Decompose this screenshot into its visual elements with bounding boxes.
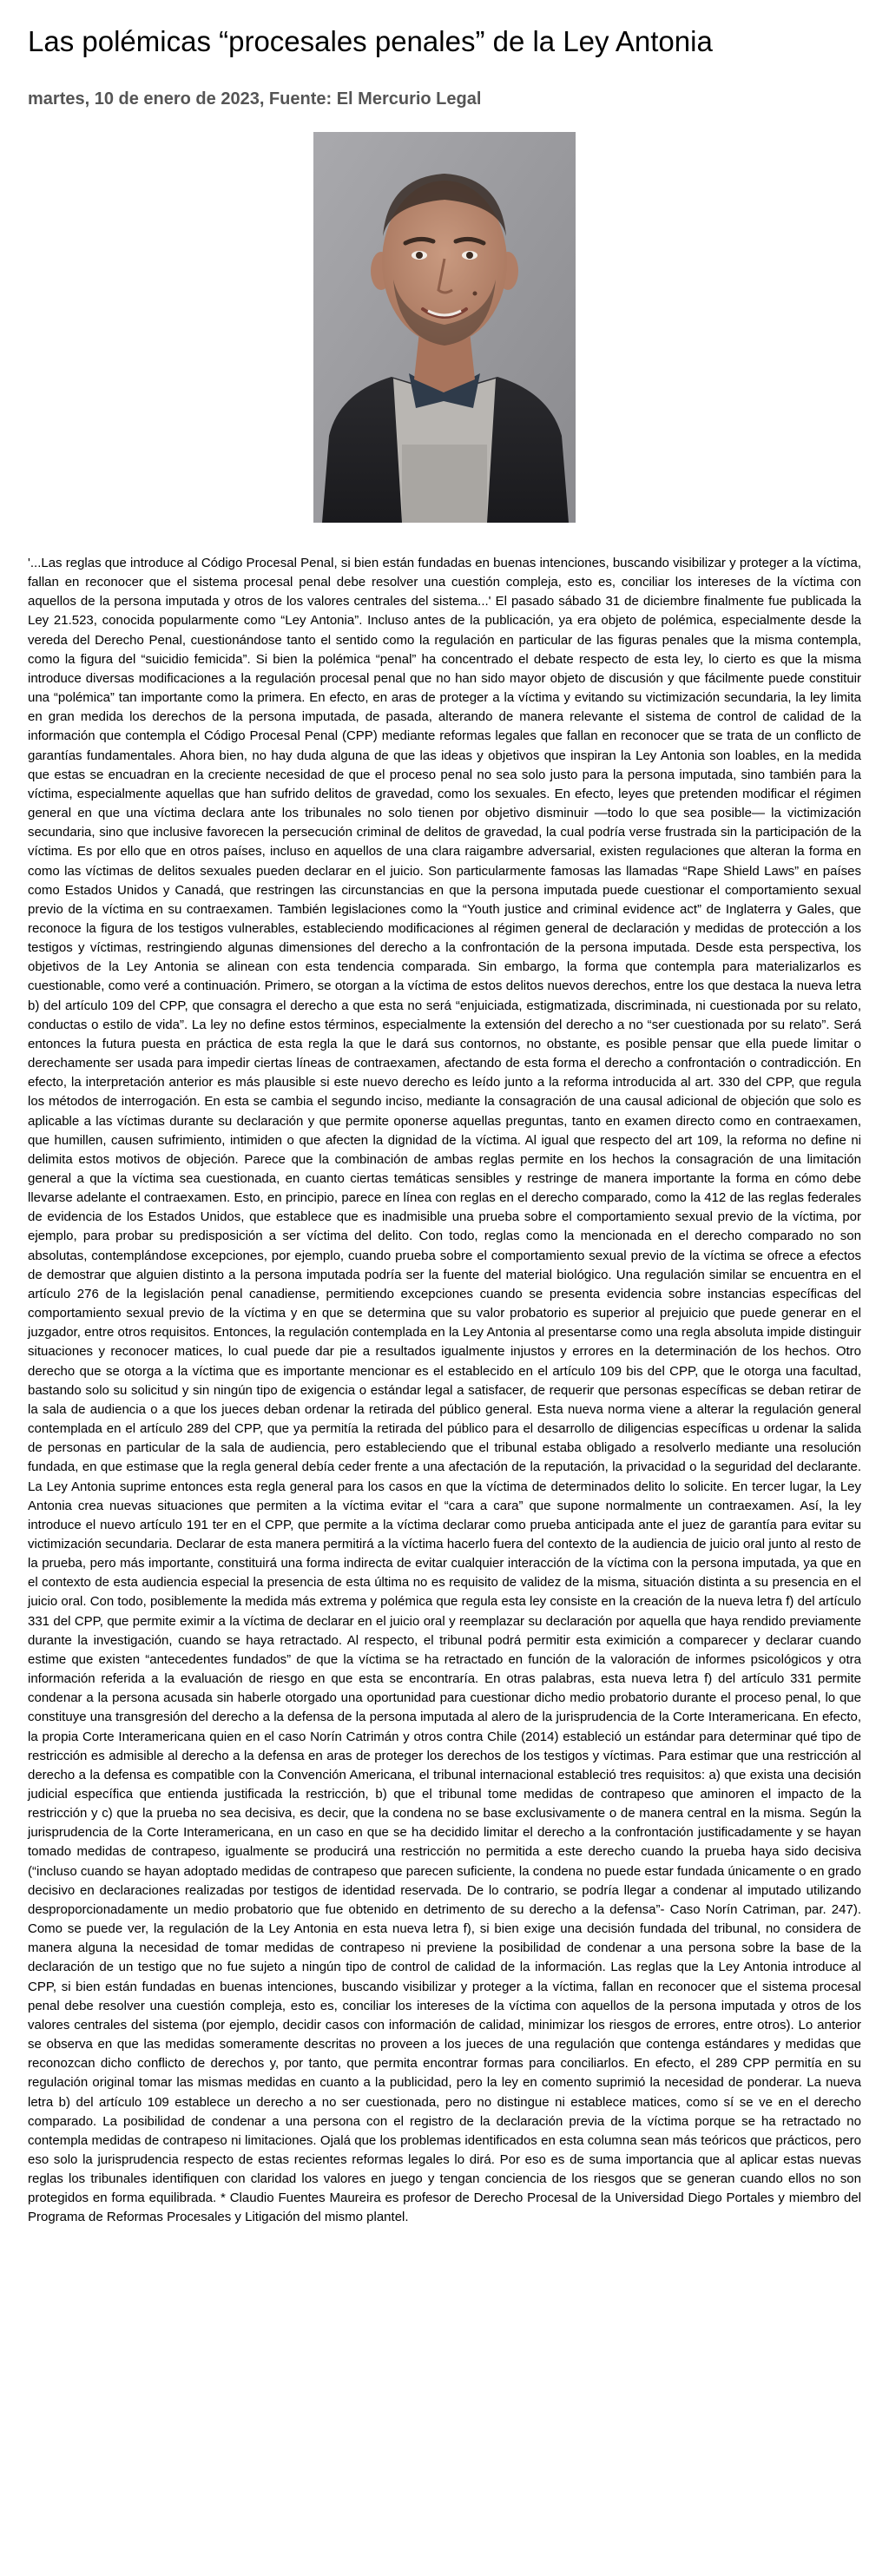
author-portrait-photo (313, 132, 576, 523)
article-title: Las polémicas “procesales penales” de la Ley Antonia (28, 25, 713, 57)
article-meta: martes, 10 de enero de 2023, Fuente: El Mercurio Legal (28, 89, 482, 109)
article-container (28, 0, 861, 2228)
photo-container (28, 132, 861, 523)
article-body: '...Las reglas que introduce al Código Procesal Penal, si bien están fundadas en buenas intenciones, buscando visibilizar y proteger a la víctima, fallan en reconocer que el sistema procesal penal debe resolver una cuestión compleja, esto es, conciliar los intereses de la víctima con aquellos de la persona imputada y otros de los valores centrales del sistema...' El pasado sábado 31 de diciembre finalmente fue publicada la Ley 21.523, conocida popularmente como “Ley Antonia”. Incluso antes de la publicación, ya era objeto de polémica, especialmente desde la vereda del Derecho Penal, cuestionándose tanto el sentido como la regulación en particular de las figuras penales que la misma contempla, como la figura del “suicidio femicida”. Si bien la polémica “penal” ha concentrado el debate respecto de esta ley, lo cierto es que la misma introduce diversas modificaciones a la regulación procesal penal que no han sido mayor objeto de discusión y que fácilmente puede constituir una “polémica” tan importante como la primera. En efecto, en aras de proteger a la víctima y evitando su victimización secundaria, la ley limita en gran medida los derechos de la persona imputada, de pasada, alterando de manera relevante el sistema de control de calidad de la información que contempla el Código Procesal Penal (CPP) mediante reformas legales que fallan en reconocer que se trata de un conflicto de garantías fundamentales. Ahora bien, no hay duda alguna de que las ideas y objetivos que inspiran la Ley Antonia son loables, en la medida que estas se encuadran en la creciente necesidad de que el proceso penal no sea solo justo para la persona imputada, sino también para la víctima, especialmente aquellas que han sufrido delitos de gravedad, como los sexuales. En efecto, leyes que pretenden modificar el régimen general en que una víctima declara ante los tribunales no solo tienen por objetivo disminuir —todo lo que sea posible— la victimización secundaria, sino que inclusive favorecen la persecución criminal de delitos de gravedad, la cual podría verse frustrada sin la participación de la víctima. Es por ello que en otros países, incluso en aquellos de una clara raigambre adversarial, existen regulaciones que alteran la forma en como las víctimas de delitos sexuales pueden declarar en el juicio. Son particularmente famosas las llamadas “Rape Shield Laws” en países como Estados Unidos y Canadá, que restringen las circunstancias en que la persona imputada puede cuestionar el comportamiento sexual previo de la víctima en su contraexamen. También legislaciones como la “Youth justice and criminal evidence act” de Inglaterra y Gales, que reconoce la figura de los testigos vulnerables, estableciendo modificaciones al régimen general de declaración y medidas de protección a los testigos y víctimas, restringiendo algunas dimensiones del derecho a la confrontación de la persona imputada. Desde esta perspectiva, los objetivos de la Ley Antonia se alinean con esta tendencia comparada. Sin embargo, la forma que contempla para materializarlos es cuestionable, como veré a continuación. Primero, se otorgan a la víctima de estos delitos nuevos derechos, entre los que destaca la nueva letra b) del artículo 109 del CPP, que consagra el derecho a que esta no será “enjuiciada, estigmatizada, discriminada, ni cuestionada por su relato, conductas o estilo de vida”. La ley no define estos términos, especialmente la extensión del derecho a no “ser cuestionada por su relato”. Será entonces la futura puesta en práctica de esta regla la que le dará sus contornos, no obstante, es posible pensar que ella puede limitar o derechamente ser usada para impedir ciertas líneas de contraexamen, afectando de esta forma el derecho a confrontación o contradicción. En efecto, la interpretación anterior es más plausible si este nuevo derecho es leído junto a la reforma introducida al art. 330 del CPP, que regula los métodos de interrogación. En esta se cambia el segundo inciso, mediante la consagración de una causal adicional de objeción que solo es aplicable a las víctimas durante su declaración y que permite oponerse aquellas preguntas, tanto en examen directo como en contraexamen, que humillen, causen sufrimiento, intimiden o que afecten la dignidad de la víctima. Al igual que respecto del art 109, la reforma no define ni delimita estos motivos de objeción. Parece que la combinación de ambas reglas permite en los hechos la consagración de una limitación general a que la víctima sea cuestionada, en cuanto ciertas temáticas sensibles y restringe de manera importante la forma en cómo debe llevarse adelante el contraexamen. Esto, en principio, parece en línea con reglas en el derecho comparado, como la 412 de las reglas federales de evidencia de los Estados Unidos, que establece que es inadmisible una prueba sobre el comportamiento sexual previo de la víctima, por ejemplo, para probar su predisposición a ser víctima del delito. Con todo, reglas como la mencionada en el derecho comparado no son absolutas, contemplándose excepciones, por ejemplo, cuando prueba sobre el comportamiento sexual previo de la víctima se ofrece a efectos de demostrar que alguien distinto a la persona imputada podría ser la fuente del material biológico. Una regulación similar se encuentra en el artículo 276 de la legislación penal canadiense, permitiendo excepciones cuando se presenta evidencia sobre instancias específicas del comportamiento sexual previo de la víctima y en que se determina que su valor probatorio es superior al prejuicio que puede generar en el juzgador, entre otros requisitos. Entonces, la regulación contemplada en la Ley Antonia al presentarse como una regla absoluta impide distinguir situaciones y reconocer matices, lo cual puede dar pie a resultados igualmente injustos y errores en la determinación de los hechos. Otro derecho que se otorga a la víctima que es importante mencionar es el establecido en el artículo 109 bis del CPP, que le otorga una facultad, bastando solo su solicitud y sin ningún tipo de exigencia o estándar legal a satisfacer, de requerir que personas específicas se deban retirar de la sala de audiencia o a que los jueces deban ordenar la retirada del público general. Esta nueva norma viene a alterar la regulación general contemplada en el artículo 289 del CPP, que ya permitía la retirada del público para el desarrollo de diligencias específicas u ordenar la salida de personas en particular de la sala de audiencia, pero estableciendo que el tribunal estaba obligado a resolverlo mediante una resolución fundada, en que estimase que la regla general debía ceder frente a una afectación de la reputación, la privacidad o la seguridad del declarante. La Ley Antonia suprime entonces esta regla general para los casos en que la víctima de determinados delito lo solicite. En tercer lugar, la Ley Antonia crea nuevas situaciones que permiten a la víctima evitar el “cara a cara” que supone normalmente un contraexamen. Así, la ley introduce el nuevo artículo 191 ter en el CPP, que permite a la víctima declarar como prueba anticipada ante el juez de garantía para evitar su victimización secundaria. Declarar de esta manera permitirá a la víctima hacerlo fuera del contexto de la audiencia de juicio oral junto al resto de la prueba, pero más importante, constituirá una forma indirecta de evitar cualquier interacción de la víctima con la persona imputada, ya que en el contexto de esta audiencia especial la presencia de esta última no es requisito de validez de la misma, situación distinta a su presencia en el juicio oral. Con todo, posiblemente la medida más extrema y polémica que regula esta ley consiste en la creación de la nueva letra f) del artículo 331 del CPP, que permite eximir a la víctima de declarar en el juicio oral y reemplazar su declaración por aquella que haya rendido previamente durante la investigación, cuando se haya retractado. Al respecto, el tribunal podrá permitir esta eximición a comparecer y declarar cuando estime que existen “antecedentes fundados” de que la víctima se ha retractado en función de la valoración de informes psicológicos y otra información referida a la evaluación de riesgo en que esta se encontraría. En otras palabras, esta nueva letra f) del artículo 331 permite condenar a la persona acusada sin haberle otorgado una oportunidad para cuestionar dicho medio probatorio durante el proceso penal, lo que constituye una transgresión del derecho a la defensa de la persona imputada al alero de la jurisprudencia de la Corte Interamericana. En efecto, la propia Corte Interamericana quien en el caso Norín Catrimán y otros contra Chile (2014) estableció un estándar para determinar qué tipo de restricción es admisible al derecho a la defensa en aras de proteger los derechos de los testigos y víctimas. Para estimar que una restricción al derecho a la defensa es compatible con la Convención Americana, el tribunal internacional estableció tres requisitos: a) que exista una decisión judicial específica que entienda justificada la restricción, b) que el tribunal tome medidas de contrapeso que aminoren el impacto de la restricción y c) que la prueba no sea decisiva, es decir, que la condena no se base exclusivamente o de manera central en la misma. Según la jurisprudencia de la Corte Interamericana, en un caso en que se ha decidido limitar el derecho a la confrontación justificadamente y se hayan tomado medidas de contrapeso, igualmente se producirá una restricción no permitida a este derecho cuando la prueba haya sido decisiva (“incluso cuando se hayan adoptado medidas de contrapeso que parecen suficiente, la condena no puede estar fundada únicamente o en grado decisivo en declaraciones realizadas por testigos de identidad reservada. De lo contrario, se podría llegar a condenar al imputado utilizando desproporcionadamente un medio probatorio que fue obtenido en detrimento de su derecho a la defensa”- Caso Norín Catriman, par. 247). Como se puede ver, la regulación de la Ley Antonia en esta nueva letra f), si bien exige una decisión fundada del tribunal, no considera de manera alguna la necesidad de tomar medidas de contrapeso ni previene la posibilidad de condenar a una persona sobre la base de la declaración de un testigo que no fue sujeto a ningún tipo de control de calidad de la información. Las reglas que la Ley Antonia introduce al CPP, si bien están fundadas en buenas intenciones, buscando visibilizar y proteger a la víctima, fallan en reconocer que el sistema procesal penal debe resolver una cuestión compleja, esto es, conciliar los intereses de la víctima con aquellos de la persona imputada y otros de los valores centrales del sistema (por ejemplo, decidir casos con información de calidad, minimizar los riesgos de errores, entre otros). Lo anterior se observa en que las medidas someramente descritas no proveen a los jueces de una regulación que contenga estándares y medidas que reconozcan dicho conflicto de derechos y, por tanto, que permita encontrar formas para conciliarlos. En efecto, el 289 CPP permitía en su regulación original tomar las mismas medidas en cuanto a la publicidad, pero la ley en comento suprimió la necesidad de ponderar. La nueva letra b) del artículo 109 establece un derecho a no ser cuestionada, pero no distingue ni establece matices, como sí se ve en el derecho comparado. La posibilidad de condenar a una persona con el registro de la declaración previa de la víctima porque se ha retractado no contempla medidas de contrapeso ni limitaciones. Ojalá que los problemas identificados en esta columna sean más teóricos que prácticos, pero eso solo la jurisprudencia respecto de estas recientes reformas legales lo dirá. Por eso es de suma importancia que al aplicar estas nuevas reglas los tribunales identifiquen con claridad los valores en juego y tengan conciencia de los riesgos que se generan cuando ellos no son protegidos en forma equilibrada. * Claudio Fuentes Maureira es profesor de Derecho Procesal de la Universidad Diego Portales y miembro del Programa de Reformas Procesales y Litigación del mismo plantel. (28, 556, 861, 2225)
